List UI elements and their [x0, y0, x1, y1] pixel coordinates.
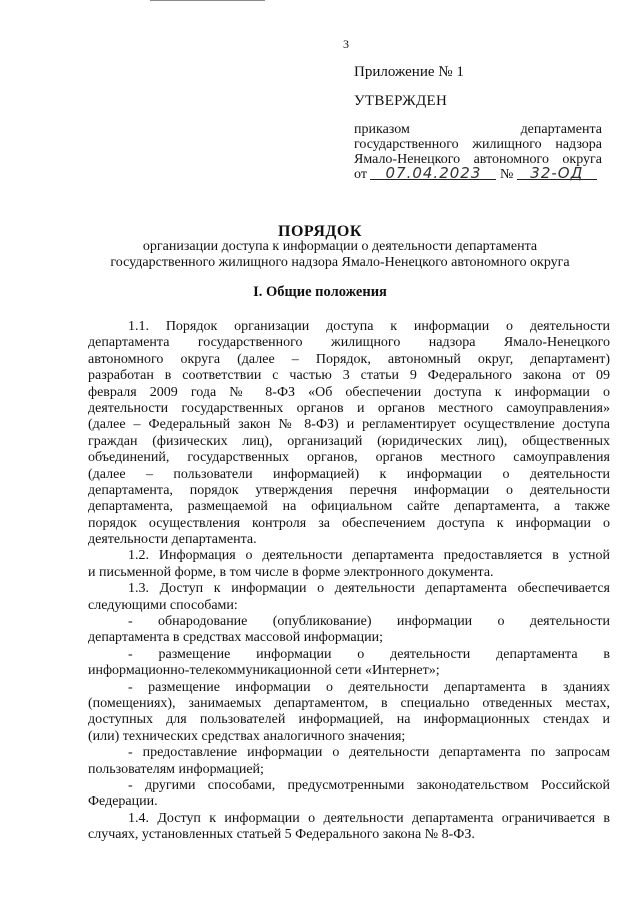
page-number: 3: [343, 37, 349, 51]
order-line-2: государственного жилищного надзора: [354, 137, 602, 152]
body-line: (или) технических средствах аналогичного значения;: [88, 728, 406, 744]
order-number-field: [517, 164, 597, 180]
body-line: граждан (физических лиц), организаций (юридических лиц), общественных: [88, 433, 610, 449]
order-reference: [354, 122, 602, 167]
date-prefix: от: [354, 167, 367, 182]
body-line: - обнародование (опубликование) информации о деятельности: [128, 614, 610, 630]
body-line: и письменной форме, в том числе в форме электронного документа.: [88, 564, 494, 580]
body-line: случаях, установленных статьей 5 Федерального закона № 8-ФЗ.: [88, 827, 475, 843]
body-line: - размещение информации о деятельности департамента в зданиях: [128, 679, 610, 695]
body-line: Федерации.: [88, 794, 158, 810]
body-line: доступных для пользователей информацией, на информационных стендах и: [88, 712, 610, 728]
body-line: (далее – пользователи информацией) к информации о деятельности: [88, 466, 610, 482]
body-line: 1.2. Информация о деятельности департамента предоставляется в устной: [128, 548, 610, 564]
body-line: пользователям информацией;: [88, 761, 264, 777]
order-date-field: [370, 164, 496, 180]
number-prefix: №: [499, 167, 514, 182]
body-line: (далее – Федеральный закон № 8-ФЗ) и регламентирует осуществление доступа: [88, 417, 610, 433]
body-line: департамента в средствах массовой информации;: [88, 630, 383, 646]
top-edge-line: [150, 0, 265, 1]
body-line: (помещениях), занимаемых департаментом, в специально отведенных местах,: [88, 695, 610, 711]
body-line: 1.1. Порядок организации доступа к информации о деятельности: [128, 319, 610, 334]
body-line: департамента, размещаемой на официальном сайте департамента, а также: [88, 499, 610, 515]
order-line-1: приказом департамента: [354, 122, 602, 137]
document-subtitle: [60, 239, 620, 271]
body-line: - другими способами, предусмотренными законодательством Российской: [128, 777, 610, 793]
body-line: департамента, порядок утверждения перечня информации о деятельности: [88, 482, 610, 498]
body-line: информационно-телекоммуникационной сети «Интернет»;: [88, 663, 440, 679]
document-title: ПОРЯДОК: [278, 223, 362, 240]
order-number-handwritten: 32-ОД: [530, 164, 584, 182]
body-line: порядок осуществления контроля за обеспечением доступа к информации о: [88, 515, 610, 531]
appendix-label: Приложение № 1: [354, 64, 464, 80]
body-line: 1.4. Доступ к информации о деятельности департамента ограничивается в: [128, 810, 610, 826]
body-line: следующими способами:: [88, 597, 238, 613]
subtitle-line-1: организации доступа к информации о деятельности департамента: [142, 239, 538, 254]
body-line: деятельности государственных органов и органов местного самоуправления»: [88, 400, 610, 416]
body-line: объединений, государственных органов, органов местного самоуправления: [88, 450, 610, 466]
subtitle-line-2: государственного жилищного надзора Ямало-Ненецкого автономного округа: [110, 255, 570, 270]
body-line: департамента государственного жилищного надзора Ямало-Ненецкого: [88, 335, 610, 351]
order-date-number: [354, 164, 602, 184]
section-heading: I. Общие положения: [253, 284, 387, 300]
body-line: - размещение информации о деятельности департамента в: [128, 646, 610, 662]
order-line-3: Ямало-Ненецкого автономного округа: [354, 152, 602, 167]
body-line: - предоставление информации о деятельности департамента по запросам: [128, 745, 610, 761]
body-line: деятельности департамента.: [88, 532, 257, 548]
body-line: разработан в соответствии с частью 3 статьи 9 Федерального закона от 09: [88, 368, 610, 384]
approved-label: УТВЕРЖДЕН: [354, 93, 448, 109]
document-body: [88, 319, 610, 844]
body-line: февраля 2009 года № 8-ФЗ «Об обеспечении доступа к информации о: [88, 384, 610, 400]
body-line: 1.3. Доступ к информации о деятельности департамента обеспечивается: [128, 581, 610, 597]
order-date-handwritten: 07.04.2023: [385, 164, 482, 182]
body-line: автономного округа (далее – Порядок, автономный округ, департамент): [88, 351, 610, 367]
